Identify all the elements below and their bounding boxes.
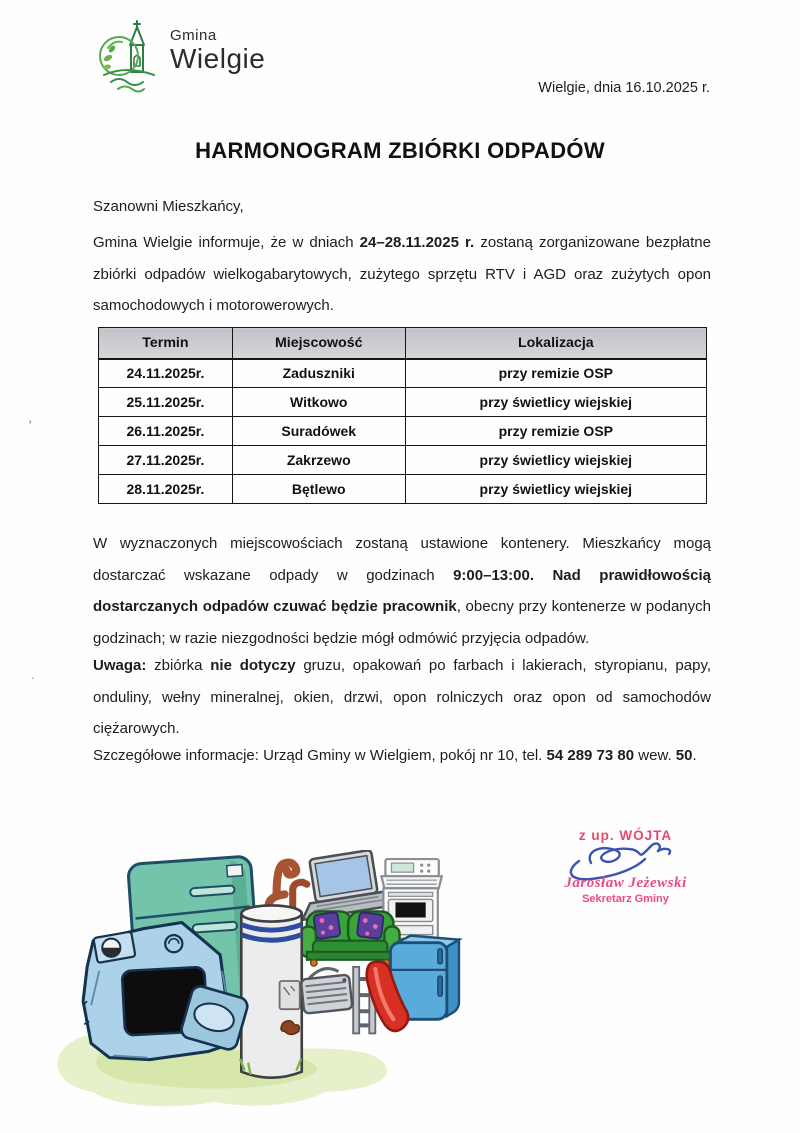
paragraph-intro: Gmina Wielgie informuje, że w dniach 24–28.11.2025 r. zostaną zorganizowane bezpłatne zbiórki odpadów wielkogabarytowych, zużytego sprzętu RTV i AGD oraz zużytych opon samochodowych i motorowerowych. — [93, 234, 711, 314]
table-cell: 28.11.2025r. — [99, 475, 233, 504]
table-cell: 26.11.2025r. — [99, 417, 233, 446]
logo-line-gmina: Gmina — [170, 27, 217, 44]
column-header-lokalizacja: Lokalizacja — [405, 328, 706, 359]
table-cell: 25.11.2025r. — [99, 388, 233, 417]
table-cell: Witkowo — [232, 388, 405, 417]
table-body — [99, 359, 707, 504]
table-cell: 24.11.2025r. — [99, 359, 233, 388]
table-header-row — [99, 328, 707, 359]
table-cell: Suradówek — [232, 417, 405, 446]
table-cell: przy świetlicy wiejskiej — [405, 388, 706, 417]
table-row — [99, 475, 707, 504]
table-cell: przy remizie OSP — [405, 359, 706, 388]
gmina-wielgie-logo — [96, 18, 265, 98]
sofa-icon — [301, 911, 400, 966]
column-header-miejscowosc: Miejscowość — [232, 328, 405, 359]
bulky-waste-illustration — [52, 850, 482, 1112]
scan-artifact: ˏ — [30, 667, 38, 681]
table-row — [99, 446, 707, 475]
table-cell: przy świetlicy wiejskiej — [405, 475, 706, 504]
table-row — [99, 417, 707, 446]
table-cell: Zaduszniki — [232, 359, 405, 388]
table-cell: 27.11.2025r. — [99, 446, 233, 475]
stamp-authority-line: z up. WÓJTA — [578, 828, 673, 843]
paragraph-containers: W wyznaczonych miejscowościach zostaną ustawione kontenery. Mieszkańcy mogą dostarczać wskazane odpady w godzinach 9:00–13:00. Nad prawidłowością dostarczanych odpadów czuwać będzie pracownik, obecny przy kontenerze w podanych godzinach; w razie niezgodności będzie mógł odmówić przyjęcia odpadów. — [93, 535, 711, 647]
table-cell: Zakrzewo — [232, 446, 405, 475]
church-and-leaves-icon — [96, 18, 162, 98]
stamp-name: Jarosław Jeżewski — [564, 875, 687, 891]
collection-schedule-table — [98, 327, 707, 504]
stamp-role: Sekretarz Gminy — [582, 893, 669, 905]
scan-artifact: ʼ — [26, 417, 33, 434]
signature-block — [533, 828, 718, 905]
table-row — [99, 388, 707, 417]
paragraph-warning: Uwaga: zbiórka nie dotyczy gruzu, opakowań po farbach i lakierach, styropianu, papy, onduliny, wełny mineralnej, okien, drzwi, opon rolniczych oraz opon od samochodów ciężarowych. — [93, 657, 711, 737]
document-date: Wielgie, dnia 16.10.2025 r. — [538, 80, 710, 96]
table-row — [99, 359, 707, 388]
column-header-termin: Termin — [99, 328, 233, 359]
radio-icon — [300, 966, 353, 1013]
greeting-line: Szanowni Mieszkańcy, — [93, 198, 244, 215]
logo-line-wielgie: Wielgie — [170, 43, 266, 74]
page-title: HARMONOGRAM ZBIÓRKI ODPADÓW — [195, 138, 605, 163]
table-cell: Bętlewo — [232, 475, 405, 504]
logo-wordmark — [170, 28, 265, 73]
table-cell: przy świetlicy wiejskiej — [405, 446, 706, 475]
table-cell: przy remizie OSP — [405, 417, 706, 446]
paragraph-contact: Szczegółowe informacje: Urząd Gminy w Wielgiem, pokój nr 10, tel. 54 289 73 80 wew. 50. — [93, 747, 697, 764]
